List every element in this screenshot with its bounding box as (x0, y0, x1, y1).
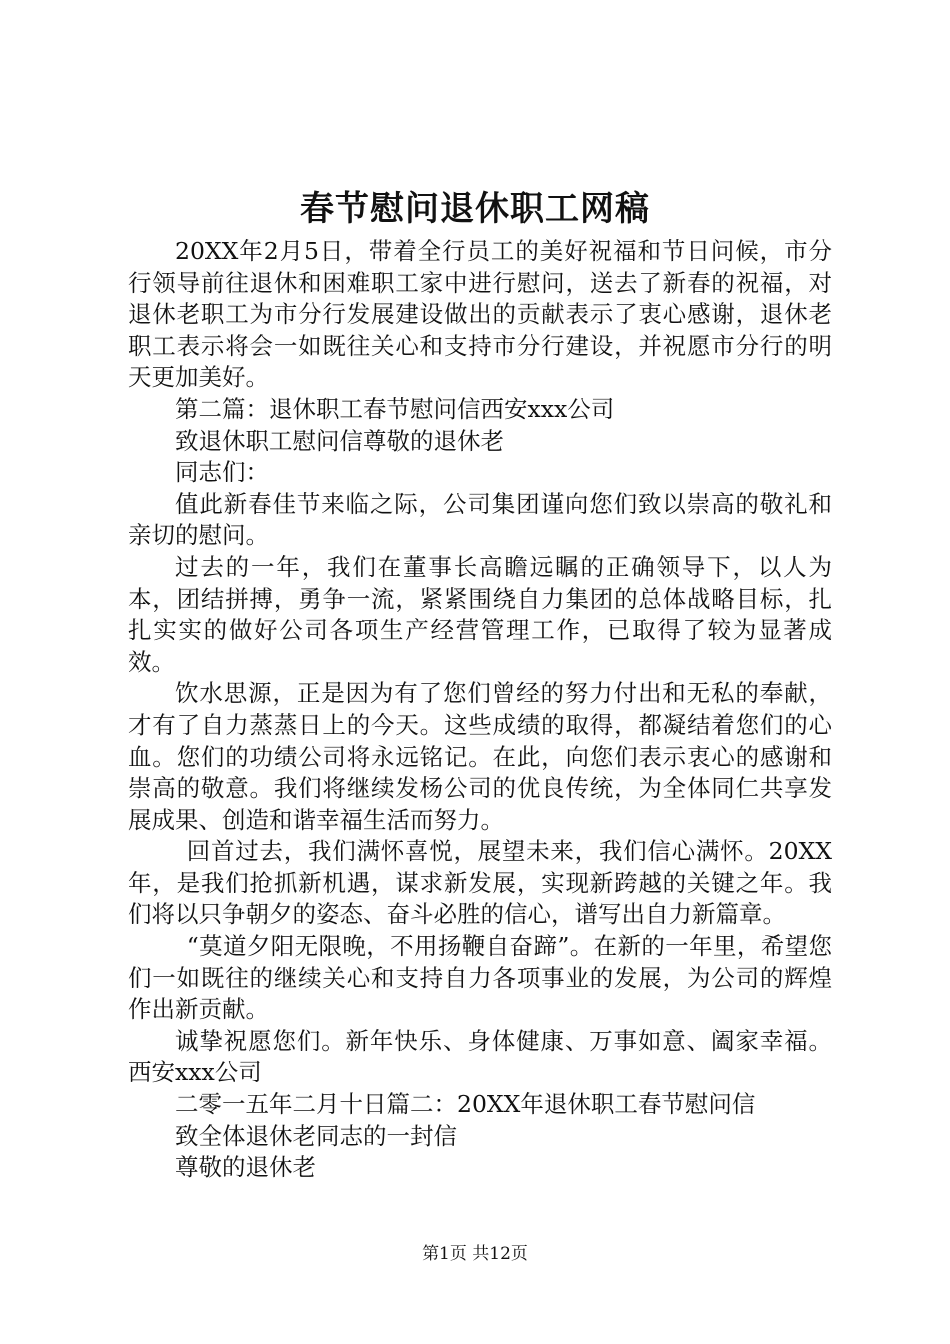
paragraph-gratitude: 饮水思源，正是因为有了您们曾经的努力付出和无私的奉献，才有了自力蒸蒸日上的今天。这些成绩的取得，都凝结着您们的心血。您们的功绩公司将永远铭记。在此，向您们表示衷心的感谢和崇高的敬意。我们将继续发杨公司的优良传统，为全体同仁共享发展成果、创造和谐幸福生活而努力。 (128, 679, 832, 834)
paragraph-section-heading: 第二篇：退休职工春节慰问信西安xxx公司 (175, 394, 615, 423)
paragraph-wishes: 诚挚祝愿您们。新年快乐、身体健康、万事如意、阖家幸福。西安xxx公司 (128, 1026, 832, 1087)
paragraph-past-year: 过去的一年，我们在董事长高瞻远瞩的正确领导下，以人为本，团结拼搏，勇争一流，紧紧围绕自力集团的总体战略目标，扎扎实实的做好公司各项生产经营管理工作，已取得了较为显著成效。 (128, 552, 832, 676)
document-body (128, 236, 832, 1184)
paragraph-quote: “莫道夕阳无限晚，不用扬鞭自奋蹄”。在新的一年里，希望您们一如既往的继续关心和支持自力各项事业的发展，为公司的辉煌作出新贡献。 (128, 932, 832, 1024)
page-number: 第1页 共12页 (422, 1244, 528, 1264)
paragraph-greeting: 值此新春佳节来临之际，公司集团谨向您们致以崇高的敬礼和亲切的慰问。 (128, 489, 832, 550)
paragraph-salutation: 同志们： (175, 458, 269, 487)
paragraph-letter-title: 致退休职工慰问信尊敬的退休老 (175, 426, 504, 455)
document-title: 春节慰问退休职工网稿 (300, 189, 650, 229)
paragraph-letter-heading: 致全体退休老同志的一封信 (175, 1121, 457, 1150)
paragraph-closing-salutation: 尊敬的退休老 (175, 1153, 316, 1182)
paragraph-intro: 20XX年2月5日，带着全行员工的美好祝福和节日问候，市分行领导前往退休和困难职工家中进行慰问，送去了新春的祝福，对退休老职工为市分行发展建设做出的贡献表示了衷心感谢，退休老职工表示将会一如既往关心和支持市分行建设，并祝愿市分行的明天更加美好。 (128, 237, 832, 392)
paragraph-outlook: 回首过去，我们满怀喜悦，展望未来，我们信心满怀。20XX年，是我们抢抓新机遇，谋求新发展，实现新跨越的关键之年。我们将以只争朝夕的姿态、奋斗必胜的信心，谱写出自力新篇章。 (128, 837, 832, 929)
paragraph-date-section: 二零一五年二月十日篇二：20XX年退休职工春节慰问信 (175, 1090, 756, 1119)
